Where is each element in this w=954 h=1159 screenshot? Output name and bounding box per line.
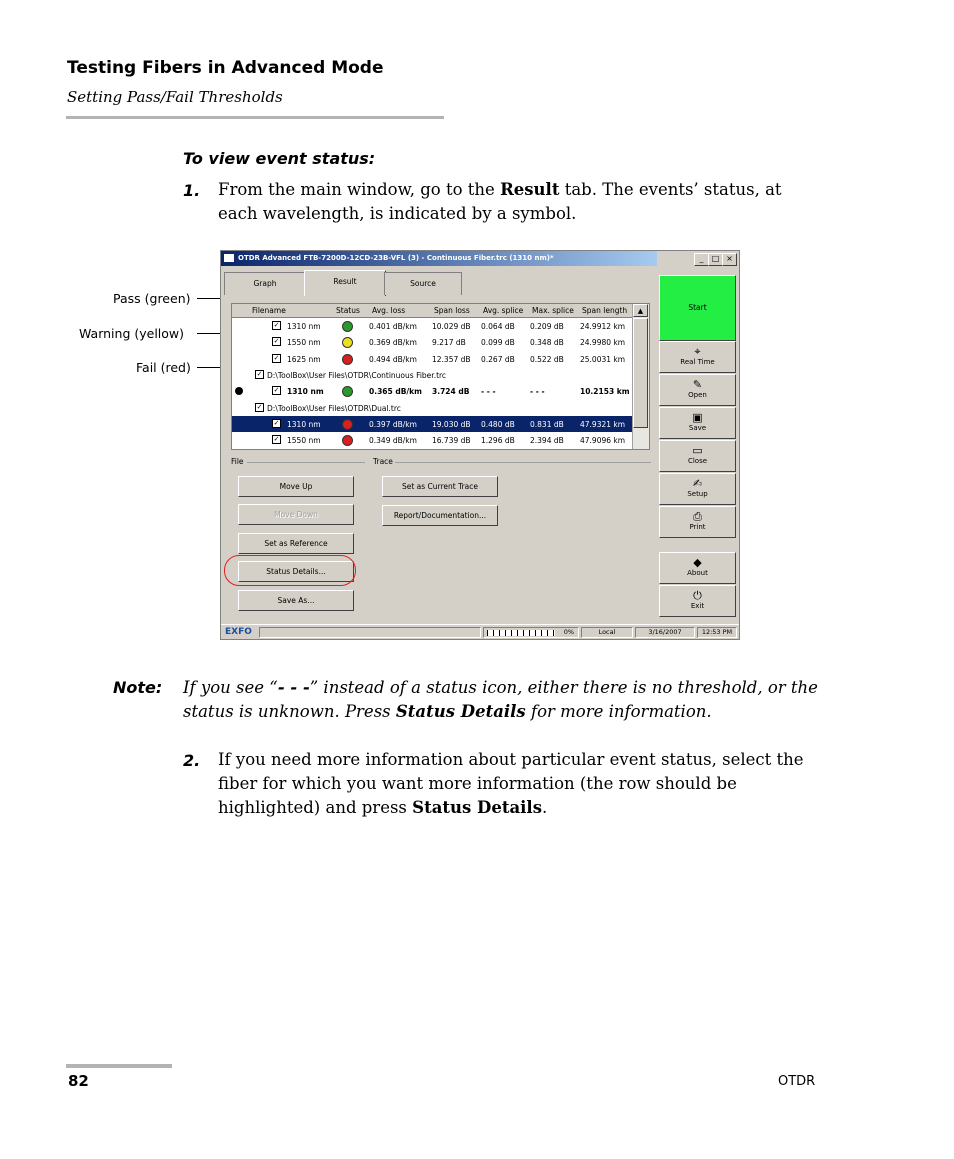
step-1-number: 1. [183, 181, 201, 200]
file-checkbox[interactable]: ✓ [256, 402, 263, 411]
time-field: 12:53 PM [697, 627, 737, 638]
cell-span-length: 47.9096 km [580, 436, 626, 446]
step-1-text: From the main window, go to the Result tab. The events’ status, at each wavelength, is indicated by a symbol. [218, 180, 782, 223]
page-number: 82 [68, 1072, 89, 1090]
print-button[interactable] [659, 506, 736, 538]
col-filename[interactable]: Filename [252, 306, 286, 315]
cell-avg-loss: 0.401 dB/km [369, 322, 417, 331]
wavelength-checkbox[interactable]: ✓ [273, 337, 280, 346]
cell-span-length: 10.2153 km [580, 387, 630, 397]
open-icon: ✎ [692, 378, 703, 391]
file-group-line [247, 462, 365, 463]
wavelength-checkbox[interactable]: ✓ [273, 435, 280, 444]
col-avg-splice[interactable]: Avg. splice [483, 306, 524, 315]
results-grid[interactable] [231, 303, 650, 450]
cell-span-length: 24.9980 km [580, 338, 626, 348]
callout-fail: Fail (red) [136, 360, 191, 375]
cell-max-splice: 0.348 dB [530, 338, 564, 348]
setup-icon: ✍ [692, 477, 703, 490]
progress-field: 0% [483, 627, 579, 638]
grid-scrollbar[interactable] [632, 304, 649, 449]
subsection-title: Setting Pass/Fail Thresholds [67, 88, 283, 106]
exfo-logo: EXFO [225, 627, 252, 637]
open-label: Open [688, 391, 707, 399]
document-name: OTDR [778, 1074, 816, 1089]
wavelength-row[interactable] [232, 416, 632, 432]
trace-group-line [395, 462, 651, 463]
app-icon [224, 254, 234, 262]
progress-indicator [487, 630, 555, 636]
cell-avg-splice: 1.296 dB [481, 436, 515, 446]
wavelength-row[interactable] [232, 334, 632, 350]
wavelength-row[interactable] [232, 432, 632, 448]
tab-result[interactable]: Result [304, 270, 386, 296]
cell-wl: 1310 nm [287, 322, 321, 331]
cell-avg-splice: 0.064 dB [481, 322, 515, 331]
cell-span-loss: 16.739 dB [432, 436, 471, 446]
save-as-button[interactable]: Save As... [238, 590, 354, 611]
status-pass-icon [342, 386, 353, 397]
cell-avg-loss: 0.349 dB/km [369, 436, 417, 446]
file-path: D:\ToolBox\User Files\OTDR\Continuous Fiber.trc [267, 370, 447, 380]
step-2-number: 2. [183, 751, 201, 770]
status-fail-icon [342, 354, 353, 365]
wavelength-row[interactable] [232, 383, 632, 399]
file-row[interactable] [232, 367, 632, 383]
cell-span-length: 24.9912 km [580, 322, 626, 331]
save-label: Save [688, 424, 707, 432]
status-details-button[interactable]: Status Details... [238, 561, 354, 582]
cell-max-splice: - - - [530, 387, 545, 397]
maximize-button[interactable]: □ [708, 253, 723, 266]
file-row[interactable] [232, 400, 632, 416]
procedure-title: To view event status: [183, 149, 376, 168]
callout-warning: Warning (yellow) [79, 326, 185, 341]
report-documentation-button[interactable]: Report/Documentation... [382, 505, 498, 526]
scroll-thumb[interactable] [633, 318, 648, 428]
trace-group-label: Trace [373, 457, 393, 466]
tab-graph[interactable]: Graph [224, 272, 306, 295]
status-bar [221, 624, 739, 640]
status-pass-icon [342, 321, 353, 332]
file-checkbox[interactable]: ✓ [256, 369, 263, 378]
cell-max-splice: 0.209 dB [530, 322, 564, 331]
wavelength-checkbox[interactable]: ✓ [273, 353, 280, 362]
cell-avg-loss: 0.494 dB/km [369, 354, 417, 364]
print-icon: ⎙ [693, 510, 702, 523]
cell-avg-loss: 0.365 dB/km [369, 387, 422, 397]
cell-wl: 1550 nm [287, 436, 321, 446]
move-up-button[interactable]: Move Up [238, 476, 354, 497]
cell-span-loss: 12.357 dB [432, 354, 471, 364]
cell-avg-splice: 0.480 dB [481, 419, 515, 429]
cell-span-length: 25.0031 km [580, 354, 626, 364]
wavelength-checkbox[interactable]: ✓ [273, 418, 280, 427]
wavelength-row[interactable] [232, 318, 632, 334]
close-button[interactable]: × [722, 253, 737, 266]
grid-header [232, 304, 632, 318]
col-status[interactable]: Status [336, 306, 360, 315]
section-title: Testing Fibers in Advanced Mode [67, 58, 384, 78]
note-text: If you see “- - -” instead of a status icon, either there is no threshold, or the status is unknown. Press Status Details for more information. [183, 678, 818, 721]
real-time-button[interactable] [659, 341, 736, 373]
minimize-button[interactable]: _ [694, 253, 709, 266]
exit-button[interactable] [659, 585, 736, 617]
status-details-highlight [224, 555, 356, 586]
set-as-reference-button[interactable]: Set as Reference [238, 533, 354, 554]
cell-max-splice: 0.831 dB [530, 419, 564, 429]
col-avg-loss[interactable]: Avg. loss [372, 306, 406, 315]
cell-span-loss: 9.217 dB [432, 338, 466, 348]
header-rule [66, 116, 444, 119]
status-fail-icon [342, 419, 353, 430]
cell-avg-splice: - - - [481, 387, 496, 397]
cell-max-splice: 2.394 dB [530, 436, 564, 446]
mode-field: Local [581, 627, 633, 638]
cell-avg-splice: 0.099 dB [481, 338, 515, 348]
status-fail-icon [342, 435, 353, 446]
start-button[interactable]: Start [659, 275, 736, 341]
setup-label: Setup [687, 490, 708, 498]
save-icon: ▣ [692, 411, 703, 424]
cell-span-loss: 19.030 dB [432, 419, 471, 429]
date-field: 3/16/2007 [635, 627, 695, 638]
cell-wl: 1550 nm [287, 338, 321, 348]
wavelength-checkbox[interactable]: ✓ [273, 321, 280, 329]
file-group-label: File [231, 457, 244, 466]
col-span-length[interactable]: Span length [582, 306, 628, 315]
col-span-loss[interactable]: Span loss [434, 306, 470, 315]
window-titlebar [221, 251, 657, 266]
cell-avg-splice: 0.267 dB [481, 354, 515, 364]
real-time-label: Real Time [680, 358, 715, 366]
current-trace-bullet [235, 387, 243, 395]
cell-span-loss: 3.724 dB [432, 387, 470, 397]
tab-source[interactable]: Source [384, 272, 462, 295]
cell-wl: 1310 nm [287, 419, 321, 429]
scroll-up-icon[interactable]: ▲ [633, 304, 648, 317]
status-message [259, 627, 481, 638]
step-2-text: If you need more information about particular event status, select the fiber for which you want more information (the row should be highlighted) and press Status Details. [218, 750, 804, 817]
cell-max-splice: 0.522 dB [530, 354, 564, 364]
cell-avg-loss: 0.369 dB/km [369, 338, 417, 348]
status-warning-icon [342, 337, 353, 348]
footer-rule [66, 1064, 172, 1068]
close-label: Close [687, 457, 708, 465]
open-button[interactable] [659, 374, 736, 406]
close-button[interactable] [659, 440, 736, 472]
exit-label: Exit [690, 602, 705, 610]
wavelength-checkbox[interactable]: ✓ [273, 386, 280, 395]
note-label: Note: [113, 678, 163, 697]
cell-wl: 1310 nm [287, 387, 324, 397]
about-icon: ◆ [693, 556, 702, 569]
setup-button[interactable] [659, 473, 736, 505]
callout-pass: Pass (green) [113, 291, 191, 306]
wavelength-row[interactable] [232, 351, 632, 367]
file-path: D:\ToolBox\User Files\OTDR\Dual.trc [267, 403, 401, 413]
col-max-splice[interactable]: Max. splice [532, 306, 574, 315]
cell-wl: 1625 nm [287, 354, 321, 364]
cell-span-loss: 10.029 dB [432, 322, 471, 331]
move-down-button[interactable]: Move Down [238, 504, 354, 525]
exit-icon: ⏻ [693, 589, 702, 602]
real-time-icon: ⌖ [694, 345, 701, 358]
about-button[interactable] [659, 552, 736, 584]
cell-avg-loss: 0.397 dB/km [369, 419, 417, 429]
set-as-current-trace-button[interactable]: Set as Current Trace [382, 476, 498, 497]
close-icon: ▭ [692, 444, 703, 457]
save-button[interactable] [659, 407, 736, 439]
window-title: OTDR Advanced FTB-7200D-12CD-23B-VFL (3) - Continuous Fiber.trc (1310 nm)* [238, 254, 554, 262]
cell-span-length: 47.9321 km [580, 419, 626, 429]
print-label: Print [689, 523, 706, 531]
about-label: About [687, 569, 708, 577]
